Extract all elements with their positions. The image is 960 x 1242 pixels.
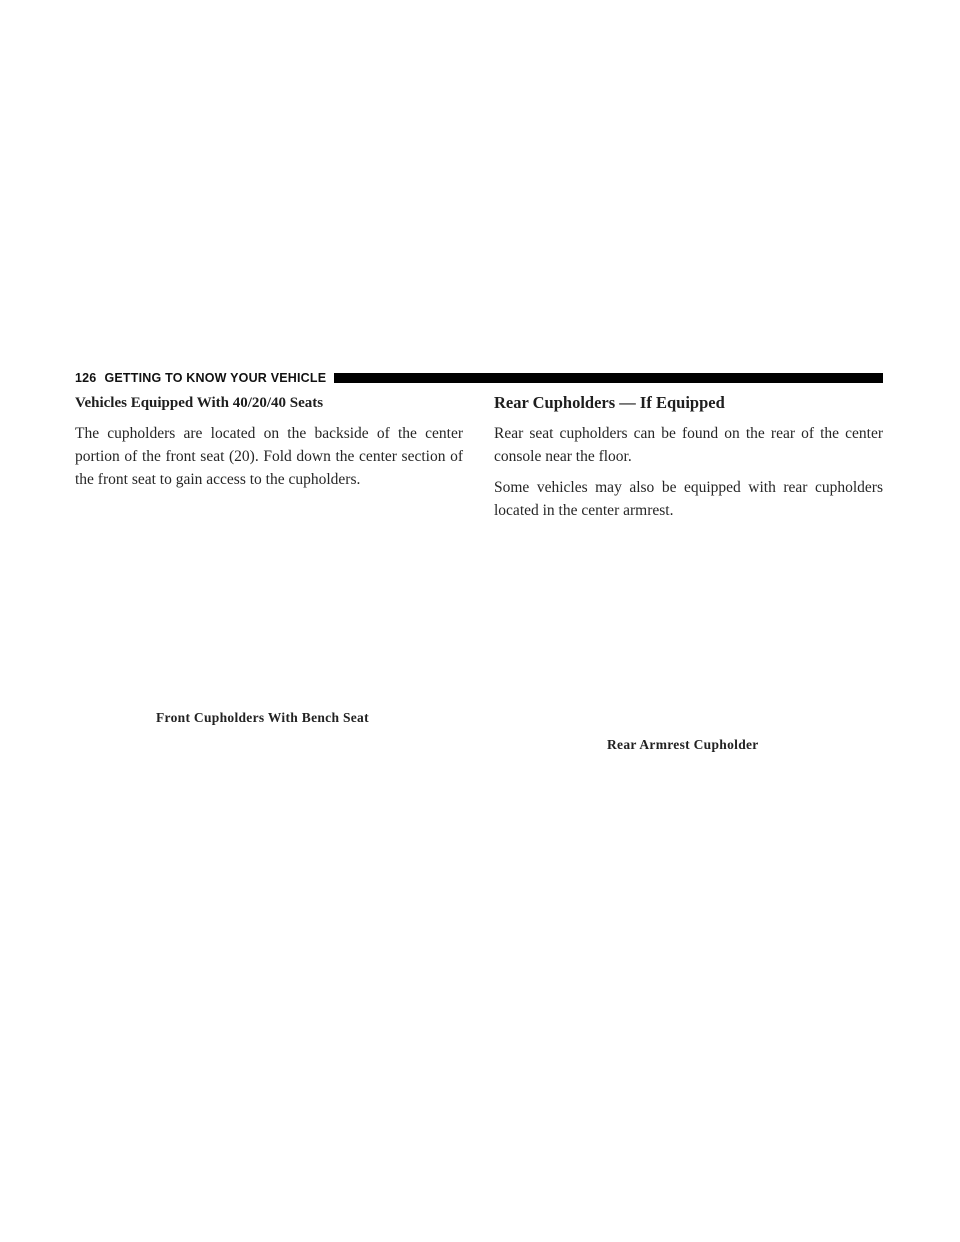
section-title: GETTING TO KNOW YOUR VEHICLE — [104, 371, 327, 385]
header-rule — [334, 373, 883, 383]
body-paragraph: Rear seat cupholders can be found on the rear of the center console near the floor. — [494, 425, 883, 465]
section-heading-rear-cupholders: Rear Cupholders — If Equipped — [494, 393, 725, 412]
section-heading-40-20-40: Vehicles Equipped With 40/20/40 Seats — [75, 395, 324, 411]
figure-caption-rear: Rear Armrest Cupholder — [607, 737, 759, 752]
page-header — [75, 371, 883, 385]
body-paragraph: The cupholders are located on the backside of the center portion of the front seat (20). Fold down the center section of the front seat to gain access to the cupholders. — [75, 425, 463, 488]
right-column — [494, 393, 883, 522]
page-number: 126 — [75, 371, 97, 385]
left-column — [75, 393, 463, 491]
body-paragraph: Some vehicles may also be equipped with rear cupholders located in the center armrest. — [494, 479, 883, 519]
figure-caption-front: Front Cupholders With Bench Seat — [156, 710, 369, 725]
